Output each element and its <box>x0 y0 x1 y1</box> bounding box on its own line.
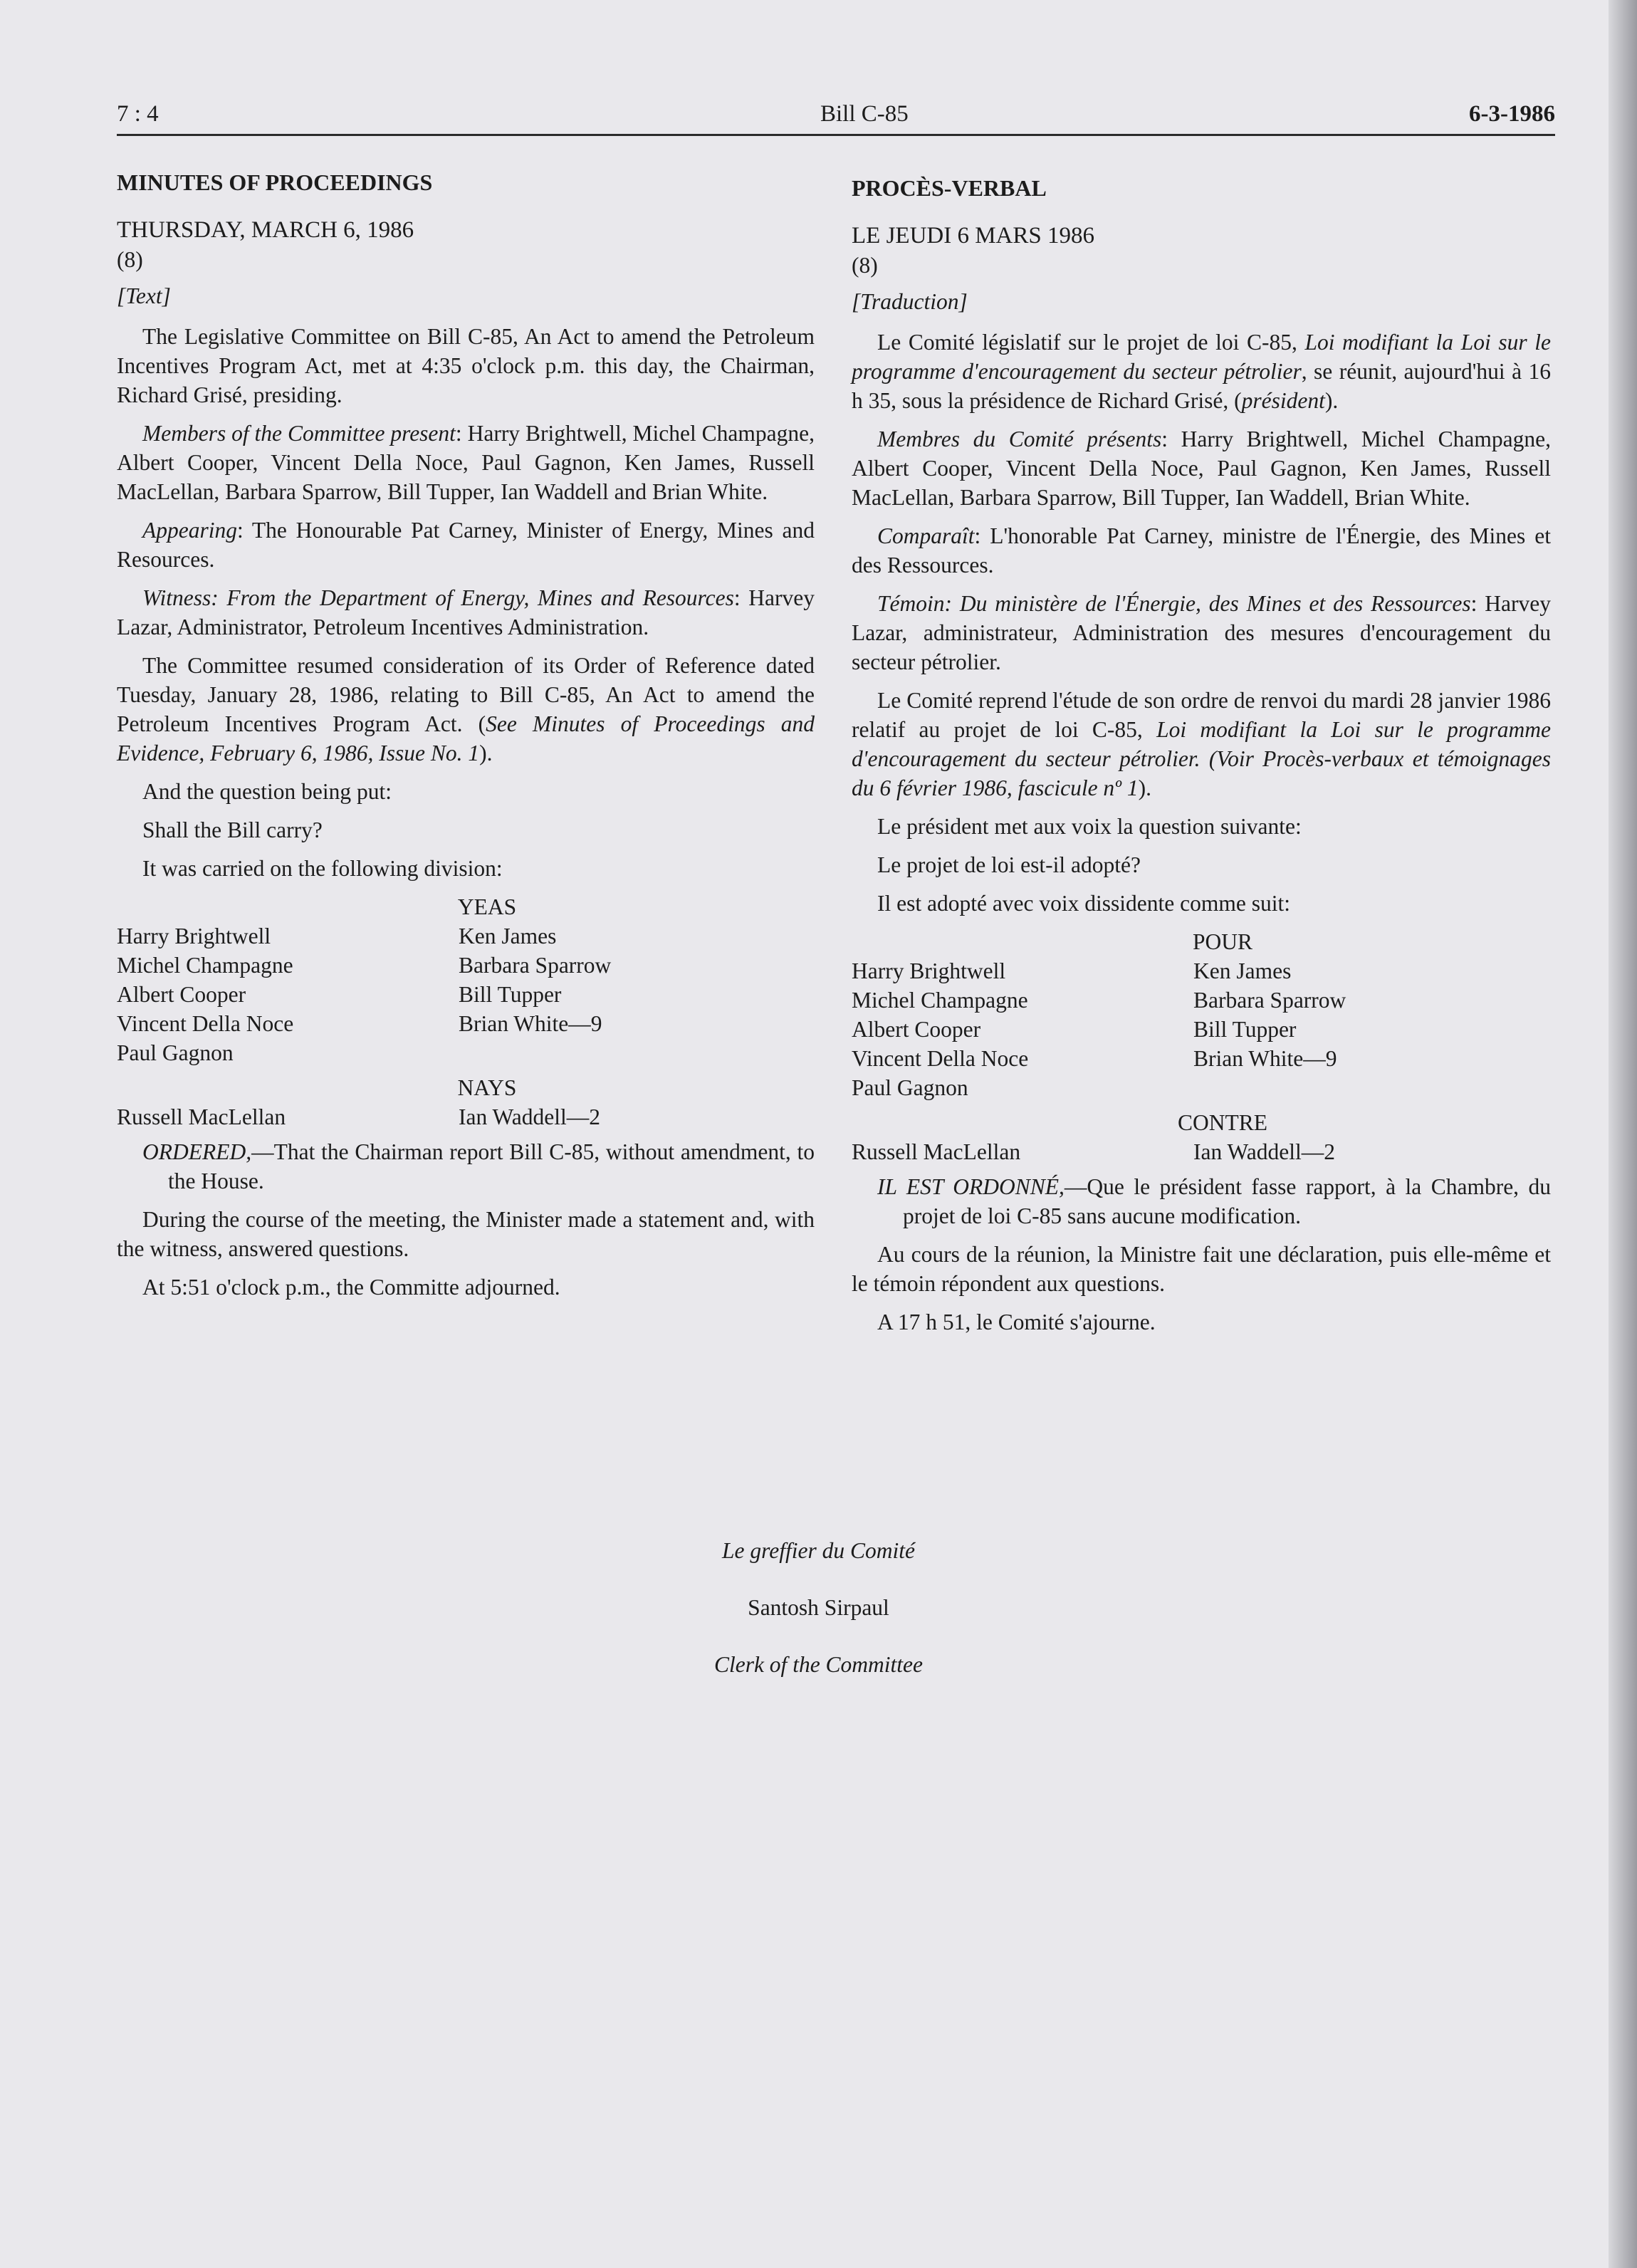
nay-name: Ian Waddell—2 <box>459 1104 600 1129</box>
date-line-fr: LE JEUDI 6 MARS 1986 <box>852 223 1095 249</box>
appearing-paragraph-en: Appearing: The Honourable Pat Carney, Minister of Energy, Mines and Resources. <box>117 518 815 572</box>
page-edge-shadow <box>1609 0 1637 2268</box>
yea-name: Vincent Della Noce <box>852 1046 1029 1071</box>
nays-label-fr: CONTRE <box>1178 1110 1267 1135</box>
nays-list-fr <box>852 1137 1551 1166</box>
yeas-label-fr: POUR <box>1192 929 1253 954</box>
nay-name: Russell MacLellan <box>117 1104 286 1129</box>
yea-name: Bill Tupper <box>459 982 562 1007</box>
yea-name: Ken James <box>1193 958 1292 983</box>
question-put-en: And the question being put: <box>142 779 392 804</box>
appearing-paragraph-fr: Comparaît: L'honorable Pat Carney, ministre de l'Énergie, des Mines et des Ressources. <box>852 523 1551 578</box>
yea-name: Paul Gagnon <box>852 1075 968 1100</box>
yea-name: Brian White—9 <box>1193 1046 1337 1071</box>
yea-name: Michel Champagne <box>117 953 293 978</box>
nay-name: Russell MacLellan <box>852 1139 1021 1164</box>
statement-paragraph-en: During the course of the meeting, the Minister made a statement and, with the witness, answered questions. <box>117 1207 815 1261</box>
meeting-paragraph-en: The Legislative Committee on Bill C-85, An Act to amend the Petroleum Incentives Program Act, met at 4:35 o'clock p.m. this day, the Chairman, Richard Grisé, presiding. <box>117 324 815 407</box>
yea-name: Vincent Della Noce <box>117 1011 294 1036</box>
heading-fr: PROCÈS-VERBAL <box>852 175 1047 201</box>
date-line-en: THURSDAY, MARCH 6, 1986 <box>117 217 414 243</box>
nays-list-en <box>117 1102 815 1132</box>
sequence-en: (8) <box>117 247 143 272</box>
resumed-paragraph-en: The Committee resumed consideration of its Order of Reference dated Tuesday, January 28, 1986, relating to Bill C-85, An Act to amend the Petroleum Incentives Program Act. (See Minutes of Proceedings and Evidence, February 6, 1986, Issue No. 1). <box>117 653 815 765</box>
yea-name: Harry Brightwell <box>852 958 1006 983</box>
members-paragraph-fr: Membres du Comité présents: Harry Brightwell, Michel Champagne, Albert Cooper, Vincent Della Noce, Paul Gagnon, Ken James, Russell MacLellan, Barbara Sparrow, Bill Tupper, Ian Waddell, Brian White. <box>852 427 1551 510</box>
adjourned-paragraph-fr: A 17 h 51, le Comité s'ajourne. <box>877 1310 1156 1334</box>
division-en: It was carried on the following division: <box>142 856 503 881</box>
french-column <box>852 174 1551 1346</box>
english-column <box>117 168 815 1311</box>
text-label-en: [Text] <box>117 283 171 308</box>
yea-name: Harry Brightwell <box>117 924 271 949</box>
yea-name: Paul Gagnon <box>117 1040 234 1065</box>
header-date: 6-3-1986 <box>1469 101 1555 127</box>
statement-paragraph-fr: Au cours de la réunion, la Ministre fait une déclaration, puis elle-même et le témoin répondent aux questions. <box>852 1242 1551 1296</box>
nay-name: Ian Waddell—2 <box>1193 1139 1335 1164</box>
yea-name: Albert Cooper <box>852 1017 981 1042</box>
nays-label-en: NAYS <box>457 1075 517 1100</box>
question-en: Shall the Bill carry? <box>142 817 323 842</box>
bill-title: Bill C-85 <box>820 101 909 127</box>
heading-en: MINUTES OF PROCEEDINGS <box>117 169 433 195</box>
signature-role-en: Clerk of the Committee <box>713 1652 924 1677</box>
yea-name: Barbara Sparrow <box>459 953 612 978</box>
resumed-paragraph-fr: Le Comité reprend l'étude de son ordre de renvoi du mardi 28 janvier 1986 relatif au projet de loi C-85, Loi modifiant la Loi sur le programme d'encouragement du secteur pétrolier. (Voir Procès-verbaux et témoignages du 6 février 1986, fascicule nº 1). <box>852 688 1552 800</box>
yeas-list-fr <box>852 956 1551 1102</box>
question-put-fr: Le président met aux voix la question suivante: <box>877 814 1302 839</box>
question-fr: Le projet de loi est-il adopté? <box>877 852 1141 877</box>
signature-role-fr: Le greffier du Comité <box>722 1538 915 1563</box>
page-header <box>117 101 1555 137</box>
header-rule <box>117 134 1555 136</box>
sequence-fr: (8) <box>852 253 878 278</box>
yea-name: Barbara Sparrow <box>1193 988 1346 1013</box>
yea-name: Brian White—9 <box>459 1011 602 1036</box>
text-label-fr: [Traduction] <box>852 289 968 314</box>
yea-name: Bill Tupper <box>1193 1017 1297 1042</box>
yeas-label-en: YEAS <box>457 894 517 919</box>
yeas-list-en <box>117 921 815 1067</box>
page-number: 7 : 4 <box>117 101 159 127</box>
yea-name: Ken James <box>459 924 557 949</box>
division-fr: Il est adopté avec voix dissidente comme suit: <box>877 891 1290 916</box>
yea-name: Michel Champagne <box>852 988 1028 1013</box>
members-paragraph-en: Members of the Committee present: Harry Brightwell, Michel Champagne, Albert Cooper, Vincent Della Noce, Paul Gagnon, Ken James, Russell MacLellan, Barbara Sparrow, Bill Tupper, Ian Waddell and Brian White. <box>117 421 815 504</box>
ordered-paragraph-fr: IL EST ORDONNÉ,—Que le président fasse rapport, à la Chambre, du projet de loi C-85 sans aucune modification. <box>877 1174 1551 1228</box>
meeting-paragraph-fr: Le Comité législatif sur le projet de loi C-85, Loi modifiant la Loi sur le programme d'encouragement du secteur pétrolier, se réunit, aujourd'hui à 16 h 35, sous la présidence de Richard Grisé, (président). <box>852 330 1551 413</box>
ordered-paragraph-en: ORDERED,—That the Chairman report Bill C-85, without amendment, to the House. <box>142 1139 815 1193</box>
witness-paragraph-fr: Témoin: Du ministère de l'Énergie, des Mines et des Ressources: Harvey Lazar, administrateur, Administration des mesures d'encouragement du secteur pétrolier. <box>852 591 1552 674</box>
adjourned-paragraph-en: At 5:51 o'clock p.m., the Committe adjourned. <box>142 1275 560 1300</box>
yea-name: Albert Cooper <box>117 982 246 1007</box>
signature-name: Santosh Sirpaul <box>748 1595 889 1620</box>
witness-paragraph-en: Witness: From the Department of Energy, Mines and Resources: Harvey Lazar, Administrator, Petroleum Incentives Administration. <box>117 585 815 639</box>
